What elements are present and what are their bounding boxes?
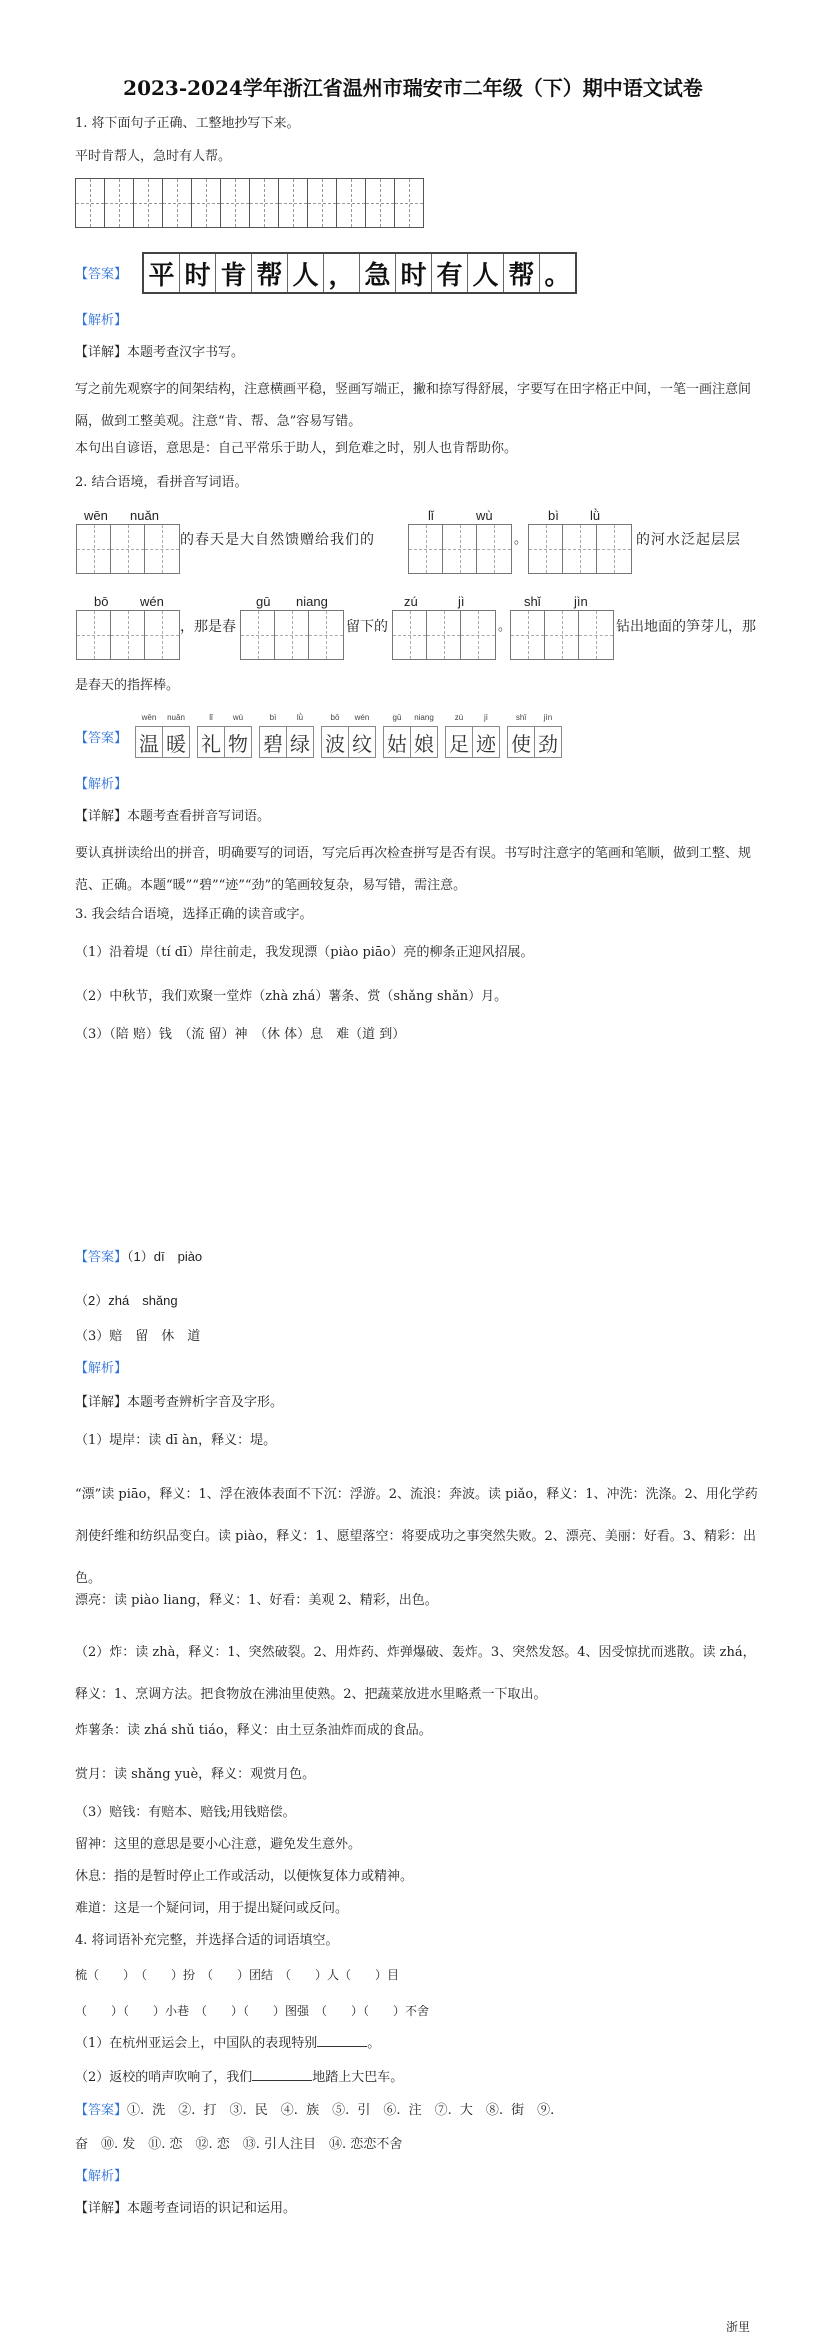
answer-char: 物	[228, 731, 248, 756]
q2-analysis-tag: 【解析】	[75, 777, 128, 792]
q1-answer-tag: 【答案】	[75, 267, 128, 282]
answer-pinyin: lǜ	[296, 713, 304, 722]
answer-char: 使	[511, 731, 531, 756]
tian-cell	[104, 178, 134, 228]
pinyin-label: wēn	[84, 508, 108, 523]
answer-char-cell: 帮	[252, 254, 288, 292]
answer-word-cell	[534, 713, 562, 758]
q3-detail-1: （1）堤岸：读 dī àn，释义：堤。	[75, 1433, 277, 1448]
pinyin-label: jìn	[574, 594, 588, 609]
answer-pinyin: jì	[484, 713, 488, 722]
pinyin-label: lǜ	[590, 508, 601, 523]
q4-row-1: 梳（ ） （ ）扮 （ ）团结 （ ）人（ ）目	[75, 1968, 400, 1982]
answer-pinyin: bì	[269, 713, 277, 722]
q4-answer-line-2: 奋 ⑩. 发 ⑪. 恋 ⑫. 恋 ⑬. 引人注目 ⑭. 恋恋不舍	[75, 2137, 403, 2152]
answer-char: 波	[325, 731, 345, 756]
q3-sentence-3: （3）（陪 赔）钱 （流 留）神 （休 体）息 难（道 到）	[75, 1027, 406, 1042]
answer-word-cell	[445, 713, 473, 758]
q2-text-1: 的春天是大自然馈赠给我们的	[180, 532, 375, 548]
answer-pinyin: nuǎn	[167, 713, 185, 722]
q1-answer-grid	[142, 252, 577, 294]
answer-pinyin: lǐ	[209, 713, 213, 722]
pinyin-box	[578, 610, 614, 660]
answer-pinyin: shǐ	[515, 713, 527, 722]
pinyin-box	[442, 524, 477, 574]
q4-detail	[75, 2200, 296, 2218]
q4-row-2: （ ）（ ）小巷 （ ）（ ）图强 （ ）（ ）不舍	[75, 2004, 430, 2018]
pinyin-label: bō	[94, 594, 109, 609]
answer-pinyin: niang	[414, 713, 434, 722]
answer-char: 足	[449, 731, 469, 756]
q3-detail-2: “漂”读 piāo，释义：1、浮在液体表面不下沉：浮游。2、流浪：奔波。读 piǎo，释义：1、冲洗：洗涤。2、用化学药剂使纤维和纺织品变白。读 piào，释义：1、愿望落空：将要成功之事突然失败。2、漂亮、美丽：好看。3、精彩：出色。	[75, 1487, 758, 1586]
pinyin-box	[426, 610, 461, 660]
q4-s1-a: （1）在杭州亚运会上，中国队的表现特别	[75, 2036, 318, 2051]
q1-analysis-tag: 【解析】	[75, 313, 128, 328]
answer-word-cell	[348, 713, 376, 758]
word-gap	[375, 712, 383, 758]
answer-char-cell: 。	[544, 260, 571, 291]
pinyin-box	[544, 610, 579, 660]
answer-pinyin: jìn	[543, 713, 553, 722]
pinyin-box	[476, 524, 512, 574]
pinyin-box	[460, 610, 496, 660]
answer-char-cell: 急	[360, 254, 396, 292]
answer-char: 姑	[387, 731, 407, 756]
blank-line	[252, 2068, 312, 2081]
answer-word-cell	[410, 713, 438, 758]
q2-text-8: 是春天的指挥棒。	[75, 678, 180, 693]
pinyin-box	[240, 610, 275, 660]
answer-char-cell: 帮	[504, 254, 540, 292]
q3-detail-6: 赏月：读 shǎng yuè，释义：观赏月色。	[75, 1767, 316, 1782]
q3-sentence-1: （1）沿着堤（tí dī）岸往前走，我发现漂（piào piāo）亮的柳条正迎风招展。	[75, 945, 534, 960]
answer-word-cell	[162, 713, 190, 758]
tian-cell	[162, 178, 192, 228]
answer-word-cell	[197, 713, 225, 758]
q3-answer-2: （2）zhá shǎng	[75, 1293, 178, 1308]
tian-cell	[75, 178, 105, 228]
pinyin-label: niang	[296, 594, 328, 609]
detail-tag: 【详解】	[75, 1395, 128, 1410]
word-gap	[313, 712, 321, 758]
answer-word-cell	[135, 713, 163, 758]
pinyin-box	[596, 524, 632, 574]
q4-sentence-2	[75, 2068, 403, 2087]
answer-char-cell: ，	[324, 254, 360, 292]
tian-cell	[365, 178, 395, 228]
q3-sentence-2: （2）中秋节，我们欢聚一堂炸（zhà zhá）薯条、赏（shǎng shǎn）月。	[75, 989, 508, 1004]
blank-line	[317, 2034, 367, 2047]
answer-tag: 【答案】	[75, 2103, 128, 2118]
pinyin-label: nuǎn	[130, 508, 159, 523]
pinyin-box	[110, 610, 145, 660]
answer-char: 暖	[166, 731, 186, 756]
footer-mark: 浙里	[726, 2320, 751, 2334]
pinyin-label: wù	[476, 508, 493, 523]
word-gap	[437, 712, 445, 758]
q4-detail-text: 本题考查词语的识记和运用。	[127, 2201, 297, 2216]
q4-sentence-1	[75, 2034, 380, 2053]
q2-text-3: 的河水泛起层层	[636, 532, 741, 548]
q2-text-4: ，那是春	[180, 619, 236, 635]
q3-prompt: 3. 我会结合语境，选择正确的读音或字。	[75, 907, 313, 922]
detail-tag: 【详解】	[75, 809, 128, 824]
pinyin-label: zú	[404, 594, 418, 609]
q1-detail-text: 本题考查汉字书写。	[127, 345, 245, 360]
pinyin-box	[528, 524, 563, 574]
pinyin-label: wén	[140, 594, 164, 609]
answer-word-cell	[321, 713, 349, 758]
q4-analysis-tag: 【解析】	[75, 2169, 128, 2184]
pinyin-box	[76, 610, 111, 660]
q3-analysis-tag: 【解析】	[75, 1361, 128, 1376]
tian-cell	[220, 178, 250, 228]
answer-char: 娘	[414, 731, 434, 756]
q4-prompt: 4. 将词语补充完整，并选择合适的词语填空。	[75, 1933, 339, 1948]
pinyin-box	[562, 524, 597, 574]
answer-char-cell: 有	[432, 254, 468, 292]
answer-pinyin: wén	[354, 713, 370, 722]
q1-meaning: 本句出自谚语，意思是：自己平常乐于助人，到危难之时，别人也肯帮助你。	[75, 441, 518, 456]
answer-pinyin: bō	[330, 713, 340, 722]
q1-sentence: 平时肯帮人，急时有人帮。	[75, 149, 232, 164]
q1-detail	[75, 344, 244, 362]
answer-char-cell: 人	[468, 254, 504, 292]
answer-word-cell	[224, 713, 252, 758]
pinyin-label: jì	[458, 594, 465, 609]
answer-char-cell: 时	[396, 254, 432, 292]
answer-char-cell: 人	[288, 254, 324, 292]
word-gap	[499, 712, 507, 758]
pinyin-box	[144, 524, 180, 574]
q3-detail-8: 留神：这里的意思是要小心注意，避免发生意外。	[75, 1837, 362, 1852]
pinyin-box	[144, 610, 180, 660]
q3-answer-1-text: （1）dī piào	[127, 1249, 203, 1264]
q2-text-2: 。	[514, 532, 528, 547]
q3-detail-9: 休息：指的是暂时停止工作或活动，以便恢复体力或精神。	[75, 1869, 414, 1884]
tian-cell	[307, 178, 337, 228]
answer-word-cell	[259, 713, 287, 758]
pinyin-label: shǐ	[524, 594, 541, 609]
q4-s2-b: 地踏上大巴车。	[312, 2070, 404, 2085]
q1-writing-grid	[75, 178, 423, 228]
answer-word-cell	[286, 713, 314, 758]
tian-cell	[336, 178, 366, 228]
answer-char: 礼	[201, 731, 221, 756]
page-title: 2023-2024学年浙江省温州市瑞安市二年级（下）期中语文试卷	[123, 76, 703, 100]
q3-detail-text: 本题考查辨析字音及字形。	[127, 1395, 284, 1410]
pinyin-box	[76, 524, 111, 574]
q1-explanation: 写之前先观察字的间架结构，注意横画平稳，竖画写端正，撇和捺写得舒展，字要写在田字格正中间，一笔一画注意间隔，做到工整美观。注意“肯、帮、急”容易写错。	[75, 382, 752, 429]
answer-pinyin: wù	[232, 713, 244, 722]
answer-char: 纹	[352, 731, 372, 756]
tian-cell	[394, 178, 424, 228]
q2-text-7: 钻出地面的笋芽儿，那	[616, 619, 756, 635]
q2-explanation: 要认真拼读给出的拼音，明确要写的词语，写完后再次检查拼写是否有误。书写时注意字的笔画和笔顺，做到工整、规范、正确。本题“暖”“碧”“迹”“劲”的笔画较复杂，易写错，需注意。	[75, 846, 752, 893]
q4-answer-line-1	[75, 2102, 554, 2120]
answer-char: 迹	[476, 731, 496, 756]
tian-cell	[133, 178, 163, 228]
q2-answer-words	[135, 712, 561, 758]
answer-tag: 【答案】	[75, 1250, 128, 1265]
q2-text-5: 留下的	[346, 619, 388, 635]
q4-s2-a: （2）返校的哨声吹响了，我们	[75, 2070, 253, 2085]
detail-tag: 【详解】	[75, 2201, 128, 2216]
q3-detail-7: （3）赔钱：有赔本、赔钱;用钱赔偿。	[75, 1805, 296, 1820]
answer-pinyin: wēn	[141, 713, 157, 722]
q3-answer-3: （3）赔 留 休 道	[75, 1329, 201, 1344]
detail-tag: 【详解】	[75, 345, 128, 360]
q3-detail-10: 难道：这是一个疑问词，用于提出疑问或反问。	[75, 1901, 349, 1916]
word-gap	[251, 712, 259, 758]
answer-word-cell	[472, 713, 500, 758]
pinyin-box	[408, 524, 443, 574]
pinyin-box	[110, 524, 145, 574]
pinyin-label: lǐ	[428, 508, 434, 523]
answer-char: 绿	[290, 731, 310, 756]
word-gap	[189, 712, 197, 758]
q4-s1-b: 。	[367, 2036, 381, 2051]
pinyin-box	[392, 610, 427, 660]
pinyin-box	[510, 610, 545, 660]
answer-char-cell: 平	[144, 254, 180, 292]
answer-pinyin: zú	[454, 713, 464, 722]
tian-cell	[278, 178, 308, 228]
pinyin-label: gū	[256, 594, 271, 609]
q3-answer-1	[75, 1248, 202, 1267]
answer-pinyin: gū	[392, 713, 402, 722]
answer-char: 温	[139, 731, 159, 756]
tian-cell	[249, 178, 279, 228]
q3-detail-5: 炸薯条：读 zhá shǔ tiáo，释义：由土豆条油炸而成的食品。	[75, 1723, 432, 1738]
q2-detail	[75, 808, 270, 826]
pinyin-box	[308, 610, 344, 660]
answer-char-cell: 肯	[216, 254, 252, 292]
q2-answer-tag: 【答案】	[75, 731, 128, 746]
q1-prompt: 1. 将下面句子正确、工整地抄写下来。	[75, 116, 300, 131]
tian-cell	[191, 178, 221, 228]
q2-prompt: 2. 结合语境，看拼音写词语。	[75, 475, 248, 490]
q2-text-6: 。	[498, 619, 512, 634]
answer-word-cell	[383, 713, 411, 758]
q3-detail-4: （2）炸：读 zhà，释义：1、突然破裂。2、用炸药、炸弹爆破、轰炸。3、突然发怒。4、因受惊扰而逃散。读 zhá，释义：1、烹调方法。把食物放在沸油里使熟。2、把蔬菜放进水里略煮一下取出。	[75, 1645, 756, 1702]
q3-detail	[75, 1394, 283, 1412]
answer-word-cell	[507, 713, 535, 758]
q3-detail-3: 漂亮：读 piào liang，释义：1、好看：美观 2、精彩，出色。	[75, 1593, 438, 1608]
answer-char: 劲	[538, 731, 558, 756]
q4-answer-text-1: ①. 洗 ②. 打 ③. 民 ④. 族 ⑤. 引 ⑥. 注 ⑦. 大 ⑧. 街 ⑨.	[127, 2103, 555, 2118]
answer-char-cell: 时	[180, 254, 216, 292]
pinyin-box	[274, 610, 309, 660]
pinyin-label-extra: bì	[548, 508, 559, 523]
q2-detail-text: 本题考查看拼音写词语。	[127, 809, 271, 824]
answer-char: 碧	[263, 731, 283, 756]
